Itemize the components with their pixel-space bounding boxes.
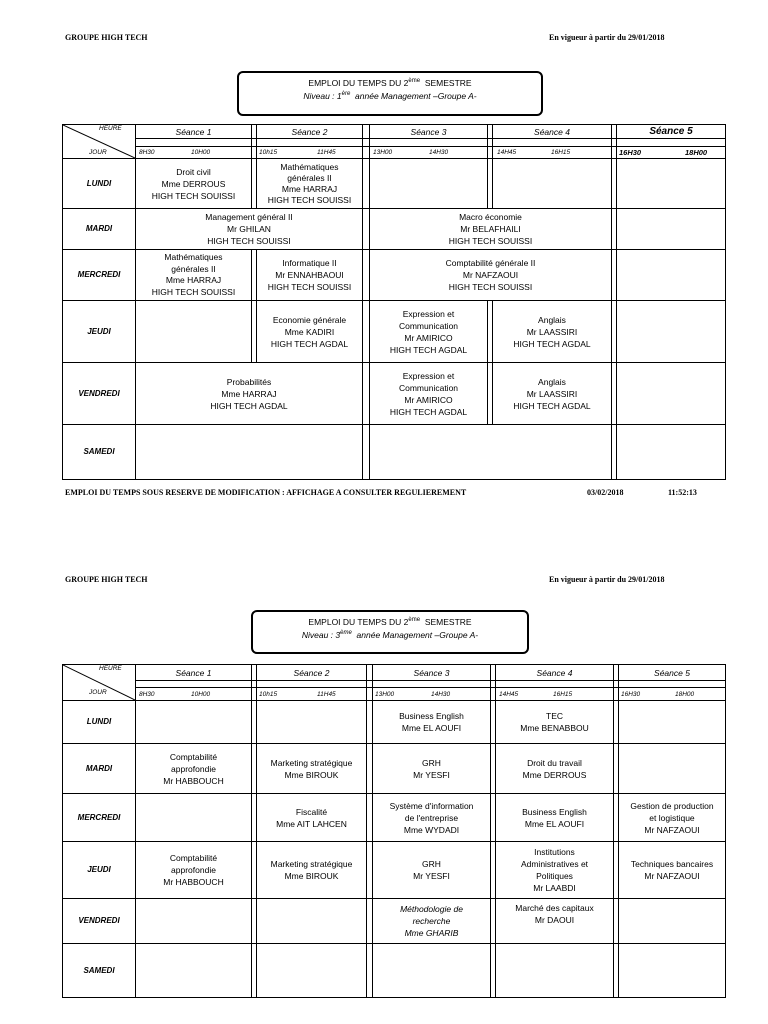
footer-note: EMPLOI DU TEMPS SOUS RESERVE DE MODIFICATION : AFFICHAGE A CONSULTER REGULIEREMENT bbox=[65, 488, 467, 497]
time-start: 13H00 bbox=[375, 691, 395, 698]
schedule-title: EMPLOI DU TEMPS DU 2ème SEMESTRE bbox=[308, 78, 472, 88]
day-label: VENDREDI bbox=[78, 916, 120, 925]
course-cell: Droit du travail Mme DERROUS bbox=[522, 757, 587, 780]
validity-date: En vigueur à partir du 29/01/2018 bbox=[549, 575, 665, 584]
course-cell: Informatique II Mr ENNAHBAOUI HIGH TECH SOUISSI bbox=[267, 258, 352, 292]
corner-heure: HEURE bbox=[99, 665, 122, 672]
course-cell: Comptabilité générale II Mr NAFZAOUI HIGH TECH SOUISSI bbox=[445, 258, 536, 292]
time-start: 10h15 bbox=[259, 149, 278, 156]
course-cell: Probabilités Mme HARRAJ HIGH TECH AGDAL bbox=[210, 376, 288, 411]
corner-jour: JOUR bbox=[89, 689, 107, 696]
course-cell: GRH Mr YESFI bbox=[413, 859, 450, 881]
course-cell: Marketing stratégique Mme BIROUK bbox=[270, 757, 353, 780]
schedule-level: Niveau : 3ème année Management –Groupe A- bbox=[301, 630, 479, 640]
course-cell: Système d'information de l'entreprise Mme WYDADI bbox=[389, 800, 474, 835]
time-start: 14H45 bbox=[499, 691, 519, 698]
schedule-title-box bbox=[251, 610, 529, 654]
time-end: 14H30 bbox=[429, 149, 449, 156]
time-end: 16H15 bbox=[551, 149, 571, 156]
day-label: SAMEDI bbox=[83, 447, 115, 456]
time-start: 8H30 bbox=[139, 149, 155, 156]
timetable-2 bbox=[62, 664, 726, 998]
seance-header: Séance 4 bbox=[536, 667, 573, 678]
course-cell: Comptabilité approfondie Mr HABBOUCH bbox=[163, 853, 224, 887]
time-end: 10H00 bbox=[191, 149, 211, 156]
course-cell: Expression et Communication Mr AMIRICO HIGH TECH AGDAL bbox=[389, 370, 468, 417]
seance-header: Séance 1 bbox=[175, 126, 212, 137]
day-label: MERCREDI bbox=[77, 270, 121, 279]
schedule-level: Niveau : 1ère année Management –Groupe A- bbox=[303, 91, 477, 101]
seance-header: Séance 2 bbox=[291, 126, 328, 137]
course-cell: Anglais Mr LAASSIRI HIGH TECH AGDAL bbox=[513, 314, 591, 349]
course-cell: Comptabilité approfondie Mr HABBOUCH bbox=[163, 751, 224, 786]
seance-header: Séance 2 bbox=[293, 667, 330, 678]
corner-heure: HEURE bbox=[99, 125, 122, 132]
time-end: 18H00 bbox=[685, 148, 708, 157]
time-start: 16H30 bbox=[619, 148, 642, 157]
time-end: 11H45 bbox=[317, 691, 336, 698]
course-cell: Institutions Administratives et Politiques Mr LAABDI bbox=[520, 847, 589, 893]
course-cell: Anglais Mr LAASSIRI HIGH TECH AGDAL bbox=[513, 376, 591, 411]
time-end: 10H00 bbox=[191, 691, 211, 698]
course-cell: Business English Mme EL AOUFI bbox=[399, 711, 464, 733]
group-name: GROUPE HIGH TECH bbox=[65, 33, 148, 42]
course-cell: GRH Mr YESFI bbox=[413, 757, 450, 780]
time-start: 10h15 bbox=[259, 691, 278, 698]
course-cell: Management général II Mr GHILAN HIGH TECH SOUISSI bbox=[205, 212, 293, 246]
seance-header: Séance 5 bbox=[654, 667, 690, 678]
course-cell: Droit civil Mme DERROUS HIGH TECH SOUISSI bbox=[151, 166, 236, 201]
course-cell: TEC Mme BENABBOU bbox=[520, 711, 589, 733]
course-cell: Marketing stratégique Mme BIROUK bbox=[270, 859, 353, 881]
time-end: 18H00 bbox=[675, 691, 695, 698]
seance-header: Séance 3 bbox=[413, 667, 450, 678]
day-label: MARDI bbox=[85, 763, 113, 773]
schedule-title-box bbox=[237, 71, 543, 116]
footer-date: 03/02/2018 bbox=[587, 488, 624, 497]
seance-header: Séance 3 bbox=[410, 126, 447, 137]
course-cell: Business English Mme EL AOUFI bbox=[522, 806, 587, 829]
course-cell: Fiscalité Mme AIT LAHCEN bbox=[276, 806, 347, 829]
day-label: VENDREDI bbox=[78, 388, 120, 398]
time-end: 16H15 bbox=[553, 691, 573, 698]
day-label: SAMEDI bbox=[83, 965, 115, 975]
course-cell: Gestion de production et logistique Mr NAFZAOUI bbox=[630, 800, 714, 835]
footer-time: 11:52:13 bbox=[668, 488, 697, 497]
seance-header: Séance 5 bbox=[649, 125, 693, 137]
day-label: LUNDI bbox=[86, 717, 112, 726]
group-name: GROUPE HIGH TECH bbox=[65, 575, 148, 584]
day-label: JEUDI bbox=[87, 326, 111, 336]
seance-header: Séance 1 bbox=[175, 667, 212, 678]
validity-date: En vigueur à partir du 29/01/2018 bbox=[549, 33, 665, 42]
day-label: MERCREDI bbox=[77, 812, 121, 822]
course-cell: Marché des capitaux Mr DAOUI bbox=[515, 903, 594, 925]
day-label: MARDI bbox=[85, 224, 113, 233]
seance-header: Séance 4 bbox=[534, 126, 570, 137]
time-end: 14H30 bbox=[431, 691, 451, 698]
time-start: 8H30 bbox=[139, 691, 155, 698]
course-cell: Expression et Communication Mr AMIRICO HIGH TECH AGDAL bbox=[389, 308, 468, 355]
course-cell: Mathématiques générales II Mme HARRAJ HIGH TECH SOUISSI bbox=[151, 252, 236, 297]
time-start: 14H45 bbox=[497, 149, 517, 156]
course-cell: Techniques bancaires Mr NAFZAOUI bbox=[630, 859, 714, 881]
course-cell: Mathématiques générales II Mme HARRAJ HIGH TECH SOUISSI bbox=[267, 161, 352, 205]
corner-jour: JOUR bbox=[89, 149, 107, 156]
time-start: 16H30 bbox=[621, 691, 641, 698]
time-start: 13H00 bbox=[373, 149, 393, 156]
timetable-1 bbox=[62, 124, 726, 480]
schedule-title: EMPLOI DU TEMPS DU 2ème SEMESTRE bbox=[308, 617, 472, 627]
time-end: 11H45 bbox=[317, 149, 336, 156]
day-label: JEUDI bbox=[87, 865, 111, 874]
course-cell: Economie générale Mme KADIRI HIGH TECH AGDAL bbox=[270, 314, 349, 349]
day-label: LUNDI bbox=[86, 178, 112, 188]
course-cell: Macro économie Mr BELAFHAILI HIGH TECH SOUISSI bbox=[448, 212, 533, 246]
course-cell: Méthodologie de recherche Mme GHARIB bbox=[400, 904, 463, 938]
